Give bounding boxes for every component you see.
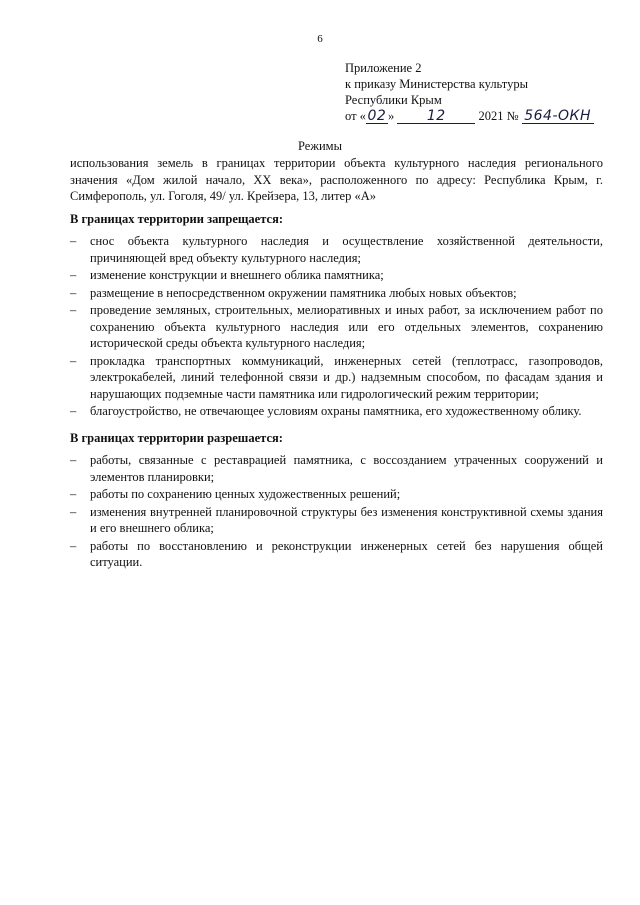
- appendix-label: Приложение 2: [345, 61, 422, 75]
- dash-marker: –: [70, 353, 77, 368]
- list-item: – проведение земляных, строительных, мелиоративных и иных работ, за исключением работ по сохранению объекта культурного наследия или его отдельных элементов, сохранению исторической среды объекта культурного наследия;: [70, 303, 603, 350]
- allowed-heading: В границах территории разрешается:: [70, 431, 283, 445]
- date-prefix: от «: [345, 109, 366, 123]
- forbidden-section: [70, 212, 603, 421]
- allowed-list: [70, 452, 603, 571]
- dash-marker: –: [70, 487, 77, 501]
- dash-marker: –: [70, 453, 77, 467]
- date-year: 2021 №: [478, 109, 519, 123]
- appendix-order-ref: к приказу Министерства культуры: [345, 77, 528, 91]
- list-item: – работы по сохранению ценных художественных решений;: [70, 487, 401, 501]
- date-month: 12: [397, 108, 475, 124]
- dash-marker: –: [70, 303, 77, 317]
- document-subtitle: использования земель в границах территории объекта культурного наследия регионального значения «Дом жилой начало, XX века», расположенного по адресу: Республика Крым, г. Симферополь, ул. Гоголя, 49/ ул. Крейзера, 13, литер «А»: [70, 156, 603, 203]
- list-item: – изменение конструкции и внешнего облика памятника;: [70, 268, 384, 282]
- list-item: – работы по восстановлению и реконструкции инженерных сетей без нарушения общей ситуации.: [70, 538, 603, 569]
- dash-marker: –: [70, 504, 77, 519]
- order-number: 564-ОКН: [522, 108, 594, 124]
- list-item: – благоустройство, не отвечающее условиям охраны памятника, его художественному облику.: [70, 404, 582, 418]
- dash-marker: –: [70, 538, 77, 553]
- list-item: – работы, связанные с реставрацией памятника, с воссозданием утраченных сооружений и элементов планировки;: [70, 453, 603, 484]
- date-day: 02: [367, 108, 387, 124]
- document-title: Режимы: [298, 139, 342, 153]
- list-item: – размещение в непосредственном окружении памятника любых новых объектов;: [70, 285, 517, 300]
- dash-marker: –: [70, 234, 77, 248]
- list-item: – прокладка транспортных коммуникаций, инженерных сетей (теплотрасс, газопроводов, электрокабелей, линий телефонной связи и др.) надземным способом, по фасадам здания и нарушающих подземные части памятника или гидрологический режим территории;: [70, 353, 603, 401]
- allowed-section: [70, 431, 603, 572]
- forbidden-heading: В границах территории запрещается:: [70, 212, 284, 226]
- dash-marker: –: [70, 404, 77, 418]
- date-mid: »: [387, 109, 395, 123]
- appendix-date-line: [345, 108, 625, 124]
- dash-marker: –: [70, 285, 77, 300]
- forbidden-list: [70, 233, 603, 420]
- appendix-header: [345, 60, 625, 124]
- list-item: – снос объекта культурного наследия и осуществление хозяйственной деятельности, причиняющей вред объекту культурного наследия;: [70, 234, 603, 265]
- dash-marker: –: [70, 268, 77, 282]
- list-item: – изменения внутренней планировочной структуры без изменения конструктивной схемы здания и его внешнего облика;: [70, 504, 603, 535]
- appendix-region: Республики Крым: [345, 93, 442, 107]
- page-number: 6: [317, 33, 323, 45]
